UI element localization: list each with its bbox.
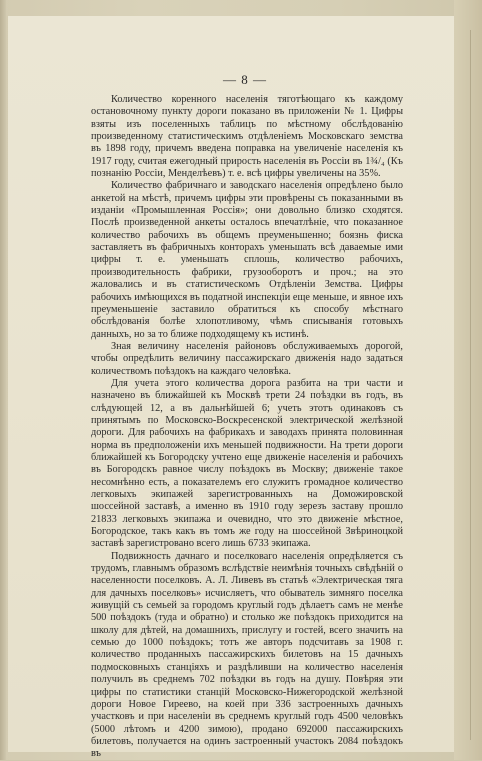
page-number: — 8 — [223,72,267,87]
paragraph-5: Подвижность дачнаго и поселковаго населенія опредѣляется съ трудомъ, главнымъ образомъ вслѣдствіе неимѣнія точныхъ свѣдѣній о населенности поселковъ. А. Л. Ливевъ въ статьѣ «Электрическая тяга для дачныхъ поселковъ» исчисляетъ, что обыватель зимняго поселка живущій съ семьей за городомъ круглый годъ дѣлаетъ самъ не менѣе 500 поѣздокъ (туда и обратно) и столько же поѣздокъ приходится на школу для дѣтей, на домашнихъ, прислугу и гостей, всего значить на семью до 1000 поѣздокъ; тотъ же авторъ подсчитавъ за 1908 г. количество проданныхъ пассажирскихъ билетовъ на 15 дачныхъ подмосковныхъ станціяхъ и раздѣливши на количество населенія получилъ въ среднемъ 702 поѣздки въ годъ на душу. Повѣряя эти цифры по статистики станцій Московско-Нижегородской желѣзной дороги Новое Гиреево, на коей при 336 застроенныхъ дачныхъ участковъ и при населеніи въ среднемъ круглый годъ 4500 человѣкъ (5000 лѣтомъ и 4200 зимою), продано 692000 пассажирскихъ билетовъ, получается на одинъ застроенный участокъ 2084 поѣздокъ въ [91,550,403,760]
page-edge-line [470,30,471,740]
body-text [91,94,403,761]
book-spine-shadow [0,0,6,760]
paragraph-2: Количество фабричнаго и заводскаго населенія опредѣлено было анкетой на мѣстѣ, причемъ цифры эти провѣрены съ показанными въ изданіи «Промышленная Россія»; они довольно близко сходятся. Послѣ произведенной анкеты осталось впечатлѣніе, что показанное количество рабочихъ въ общемъ преуменьшенно; боязнь фиска заставляетъ въ фабричныхъ конторахъ уменьшать всѣ даваемые ими цифры т. е. уменьшать сплошь, количество рабочихъ, производительность фабрики, грузооборотъ и проч.; на это жаловались и въ статистическомъ Отдѣленіи Земства. Цифры рабочихъ имѣющихся въ податной инспекціи еще меньше, и явное ихъ преуменьшеніе заставило обратиться къ способу мѣстнаго обслѣдованія болѣе хлопотливому, чѣмъ списыванія готовыхъ данныхъ, но за то ближе подходящему къ истинѣ. [91,180,403,340]
paragraph-3: Зная величину населенія районовъ обслуживаемыхъ дорогой, чтобы опредѣлить величину пассажирскаго движенія надо задаться количествомъ поѣздокъ на каждаго человѣка. [91,340,403,377]
page-edge-right [454,0,482,760]
paragraph-1: Количество коренного населенія тяготѣющаго къ каждому остановочному пункту дороги показано въ приложеніи № 1. Цифры взяты изъ поселенныхъ таблицъ по мѣстному обслѣдованію произведенному статистическимъ отдѣленіемъ Московскаго земства въ 1898 году, причемъ введена поправка на увеличеніе населенія къ 1917 году, считая ежегодный прирость населенія въ Россіи въ 1¾/₄ (Къ познанію Россіи, Менделѣевъ) т. е. всѣ цифры увеличены на 35%. [91,94,403,180]
paragraph-4: Для учета этого количества дорога разбита на три части и назначено въ ближайшей къ Москвѣ трети 24 поѣздки въ годъ, въ слѣдующей 12, а въ дальнѣйшей 6; учеть этотъ одинаковъ съ принятымъ по Московско-Воскресенской электрической желѣзной дороги. Для рабочихъ на фабрикахъ и заводахъ принята половинная норма въ предположеніи ихъ меньшей подвижности. На трети дороги ближайшей къ Богородску учтено еще движеніе населенія и рабочихъ въ Богородскъ равное числу поѣздокъ въ Москву; движеніе такое несомнѣнно есть, а показателемъ его служитъ громадное количество легковыхъ экипажей зарегистрованныхъ на Доможировской шоссейной заставѣ, а именно въ 1910 году зерезъ заставу прошло 21833 легковыхъ экипажа и очевидно, что это движеніе мѣстное, Богородское, такъ какъ въ томъ же году на шоссейной Звѣриноцкой заставѣ зарегистровано всего лишь 6733 экипажа. [91,377,403,550]
